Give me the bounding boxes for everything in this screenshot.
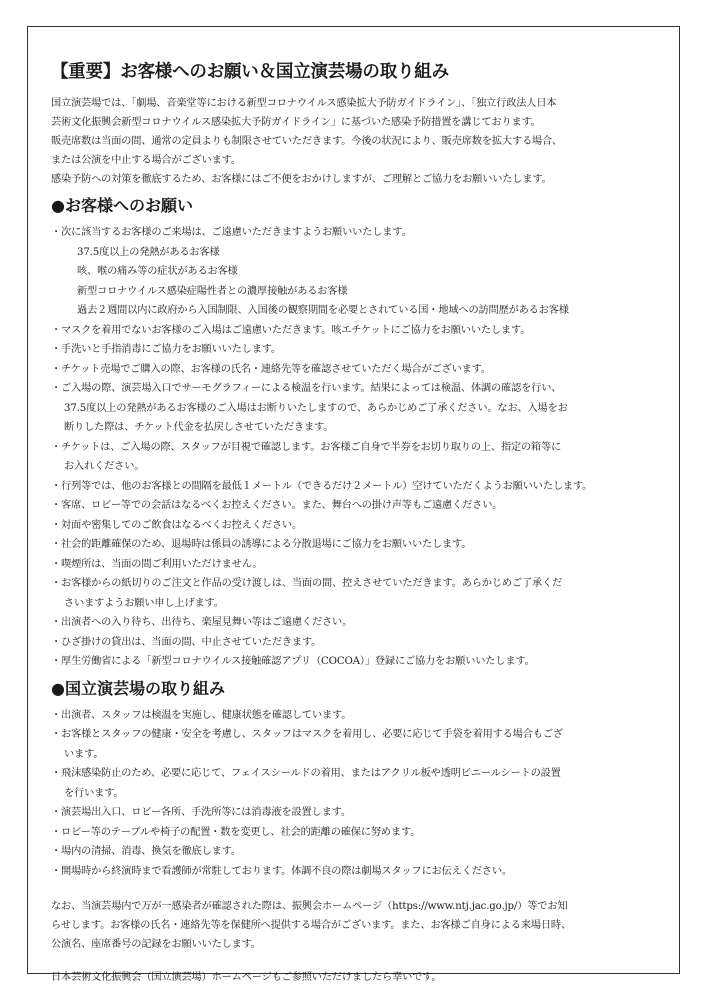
sub-list-item: 新型コロナウイルス感染症陽性者との濃厚接触があるお客様 [77,285,348,297]
section-heading-measures: ●国立演芸場の取り組み [51,678,225,698]
sub-list-item: 37.5度以上の発熱があるお客様 [77,246,220,258]
list-item: ・対面や密集してのご飲食はなるべくお控えください。 [51,519,302,531]
list-item: ・チケット売場でご購入の際、お客様の氏名・連絡先等を確認させていただく場合がございます。 [51,363,491,375]
list-item: ・客席、ロビー等での会話はなるべくお控えください。また、舞台への掛け声等もご遠慮ください。 [51,500,503,511]
list-item-continuation: います。 [64,748,104,760]
list-item: ・チケットは、ご入場の際、スタッフが目視で確認します。お客様ご自身で半券をお切り取りの上、指定の箱等に [51,441,562,453]
intro-line: 販売席数は当面の間、通常の定員よりも制限させていただきます。今後の状況により、販売席数を拡大する場合、 [51,136,563,147]
list-item: ・厚生労働省による「新型コロナウイルス接触確認アプリ（COCOA）」登録にご協力をお願いいたします。 [51,656,535,667]
closing-line: 公演名、座席番号の記録をお願いいたします。 [51,939,261,950]
list-item: ・ロビー等のテーブルや椅子の配置・数を変更し、社会的距離の確保に努めます。 [51,826,421,838]
list-item: ・ご入場の際、演芸場入口でサーモグラフィーによる検温を行います。結果によっては検温、体調の確認を行い、 [51,383,562,394]
requests-list [51,223,663,672]
sub-list-item: 過去２週間以内に政府から入国制限、入国後の観察期間を必要とされている国・地域への訪問歴があるお客様 [77,305,569,316]
list-item: ・出演者への入り待ち、出待ち、楽屋見舞い等はご遠慮ください。 [51,617,353,628]
list-item: ・演芸場出入口、ロビー各所、手洗所等には消毒液を設置します。 [51,807,351,818]
closing-paragraph [51,897,663,954]
intro-line: または公演を中止する場合がございます。 [51,155,241,166]
intro-line: 国立演芸場では、「劇場、音楽堂等における新型コロナウイルス感染拡大予防ガイドライン」、「独立行政法人日本 [51,98,557,109]
list-item-continuation: 断りした際は、チケット代金を払戻しさせていただきます。 [64,422,334,433]
measures-list [51,706,663,882]
list-item: ・場内の清掃、消毒、換気を徹底します。 [51,846,241,857]
closing-line: なお、当演芸場内で万が一感染者が確認された際は、振興会ホームページ（https://www.ntj.jac.go.jp/）等でお知 [51,901,568,912]
list-item: ・次に該当するお客様のご来場は、ご遠慮いただきますようお願いいたします。 [51,227,412,238]
notice-document [51,60,663,987]
list-item: ・飛沫感染防止のため、必要に応じて、フェイスシールドの着用、またはアクリル板や透明ビニールシートの設置 [51,768,561,779]
footer-note: 日本芸術文化振興会（国立演芸場）ホームページもご参照いただけましたら幸いです。 [51,972,442,983]
list-item: ・手洗いと手指消毒にご協力をお願いいたします。 [51,344,282,355]
list-item-continuation: 37.5度以上の発熱があるお客様のご入場はお断りいたしますので、あらかじめご了承ください。なお、入場をお [64,402,568,414]
list-item-continuation: さいますようお願い申し上げます。 [64,597,224,609]
closing-line: らせします。お客様の氏名・連絡先等を保健所へ提供する場合がございます。また、お客様ご自身による来場日時、 [51,920,572,931]
list-item: ・ひざ掛けの貸出は、当面の間、中止させていただきます。 [51,636,322,648]
list-item: ・マスクを着用でないお客様のご入場はご遠慮いただきます。咳エチケットにご協力をお願いいたします。 [51,324,531,336]
intro-line: 感染予防への対策を徹底するため、お客様にはご不便をおかけしますが、ご理解とご協力をお願いいたします。 [51,174,552,185]
list-item-continuation: を行います。 [64,787,124,799]
list-item: ・出演者、スタッフは検温を実施し、健康状態を確認しています。 [51,709,352,721]
intro-line: 芸術文化振興会新型コロナウイルス感染拡大予防ガイドライン」に基づいた感染予防措置を講じております。 [51,117,541,128]
list-item: ・社会的距離確保のため、退場時は係員の誘導による分散退場にご協力をお願いいたします。 [51,539,472,550]
list-item: ・お客様とスタッフの健康・安全を考慮し、スタッフはマスクを着用し、必要に応じて手袋を着用する場合もござ [51,729,563,740]
sub-list-item: 咳、喉の痛み等の症状があるお客様 [77,266,238,277]
section-heading-requests: ●お客様へのお願い [51,196,193,215]
list-item-continuation: お入れください。 [64,461,145,472]
list-item: ・行列等では、他のお客様との間隔を最低１メートル（できるだけ２メートル）空けていただくようお願いいたします。 [51,480,593,492]
list-item: ・開場時から終演時まで看護師が常駐しております。体調不良の際は劇場スタッフにお伝えください。 [51,865,512,877]
intro-paragraph [51,94,663,189]
page-title: 【重要】お客様へのお願い＆国立演芸場の取り組み [51,62,449,82]
list-item: ・お客様からの紙切りのご注文と作品の受け渡しは、当面の間、控えさせていただきます。あらかじめご了承くだ [51,578,563,589]
list-item: ・喫煙所は、当面の間ご利用いただけません。 [51,558,263,570]
